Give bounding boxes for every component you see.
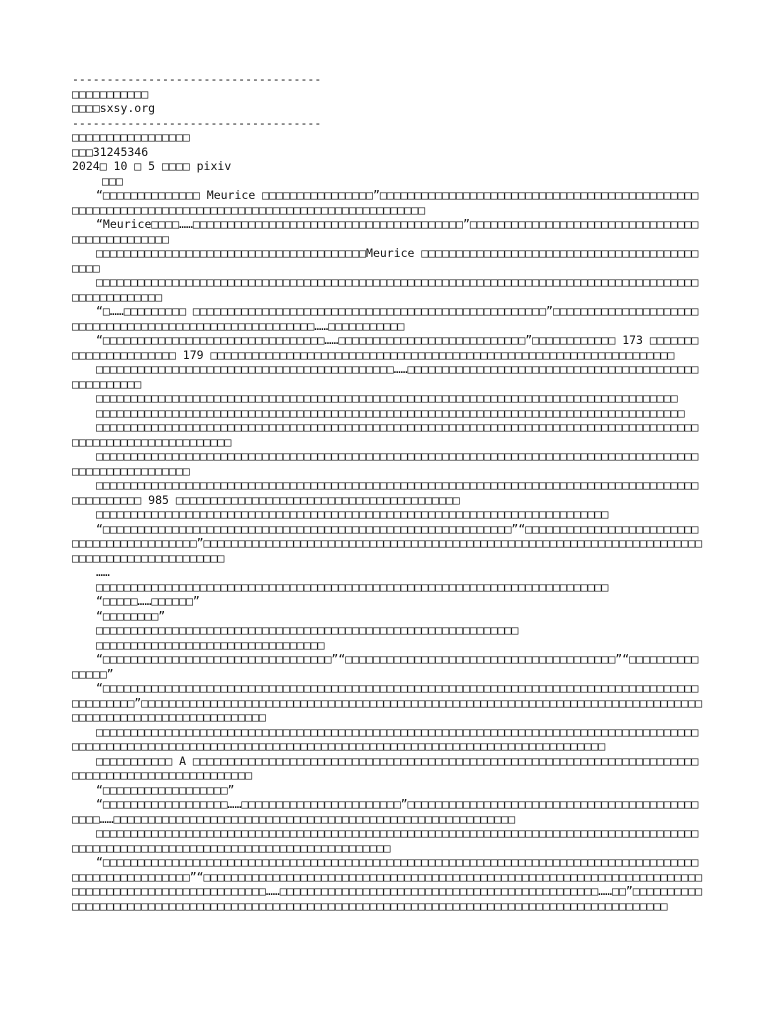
- paragraph: “□……□□□□□□□□□ □□□□□□□□□□□□□□□□□□□□□□□□□□□□□□□□□□□□□□□□□□□□□□□□□□□”□□□□□□□□□□□□□□□□□□□□□□□□□□□□□□□□□□□□□□□□□□□□□□□□□□□□□□□□……□□□□□□□□□□□: [72, 304, 699, 333]
- paragraph: “□□□□□□□□□□□□□□□□□□□□□□□□□□□□□□□□……□□□□□□□□□□□□□□□□□□□□□□□□□□□”□□□□□□□□□□□□ 173 □□□□□□□□□□□□□□□□□□□□□□ 179 □□□□□□□□□□□□□□□□□□□□□□□□□□□□□□□□□□□□□□□□□□□□□□□□□□□□□□□□□□□□□□□□□□□: [72, 333, 699, 362]
- document-page: [72, 72, 704, 913]
- paragraph: □□□□□□□□□□□□□□□□□□□□□□□□□□□□□□□□□□□□□□□□□□□□□□□□□□□□□□□□□□□□□□□□□□□□□□□□□□□□□□□□□□□□□: [96, 405, 685, 420]
- paragraph: □□□□□□□□□□□□□□□□□□□□□□□□□□□□□□□□□□□□□□□□□□□□□□□□□□□□□□□□□□□□□□□□□□□□□□□□□□□□□□□□□□□□□□□□□□□□□□□□□□□□: [72, 275, 699, 304]
- header-rule-top: ------------------------------------: [72, 72, 322, 86]
- paragraph: □□□□□□□□□□□□□□□□□□□□□□□□□□□□□□□□□□□□□□□□□□□□□□□□□□□□□□□□□□□□□□□□□□□□□□□□□□: [96, 507, 609, 521]
- header-id: □□□31245346: [72, 144, 149, 159]
- paragraph: □□□□□□□□□□□□□□□□□□□□□□□□□□□□□□□□□□□□□□□□□□□……□□□□□□□□□□□□□□□□□□□□□□□□□□□□□□□□□□□□□□□□□□□□□□□□□□□□: [72, 362, 699, 391]
- paragraph: □□□□□□□□□□□□□□□□□□□□□□□□□□□□□□□□□□□□□□□□□□□□□□□□□□□□□□□□□□□□□□□□□□□□□□□□□□□□□□□□□□□□□□□□□□□□□□□□□□□□□□□□□□□□□□□□□□□□□□□□□□□□□□□□□□□□□□□□□□□□□□□□□□□□□□□□□□□□□□□□□□□□: [72, 724, 699, 753]
- paragraph: □□□□□□□□□□□ A □□□□□□□□□□□□□□□□□□□□□□□□□□□□□□□□□□□□□□□□□□□□□□□□□□□□□□□□□□□□□□□□□□□□□□□□□□□□□□□□□□□□□□□□□□□□□□□□□□□: [72, 753, 699, 782]
- paragraph: □□□□□□□□□□□□□□□□□□□□□□□□□□□□□□□□□□□□□□□□□□□□□□□□□□□□□□□□□□□□□□□□□□□□□□□□□□□□□□□□□□□□□□□□□□□□□□□□□□□□□□□□□□□□□□□□□□□□□□□□□□□□□□□□□□□□□: [72, 826, 699, 855]
- paragraph: □□□□□□□□□□□□□□□□□□□□□□□□□□□□□□□□□□□□□□□□□□□□□□□□□□□□□□□□□□□□□: [96, 623, 519, 637]
- paragraph: “□□□□□□□□□□□□□□□□□□……□□□□□□□□□□□□□□□□□□□□□□□”□□□□□□□□□□□□□□□□□□□□□□□□□□□□□□□□□□□□□□□□□□□□□□……□□□□□□□□□□□□□□□□□□□□□□□□□□□□□□□□□□□□□□□□□□□□□□□□□□□□□□□□□□: [72, 797, 699, 826]
- paragraph: ……: [96, 565, 110, 579]
- header-line-2: □□□□□□□□□□□□□□□□□: [72, 130, 190, 144]
- paragraph: “□□□□□□□□□□□□□□□□□□□□□□□□□□□□□□□□□□□□□□□□□□□□□□□□□□□□□□□□□□□”“□□□□□□□□□□□□□□□□□□□□□□□□□□□□□□□□□□□□□□□□□□□”□□□□□□□□□□□□□□□□□□□□□□□□□□□□□□□□□□□□□□□□□□□□□□□□□□□□□□□□□□□□□□□□□□□□□□□□□□□□□□□□□□□□□□□□□□□□□□: [72, 521, 703, 565]
- paragraph: □□□□□□□□□□□□□□□□□□□□□□□□□□□□□□□□□□□□□□□□□□□□□□□□□□□□□□□□□□□□□□□□□□□□□□□□□□□□□□□□□□□□□□□□□□□□□□□□□□□□□□□□: [72, 449, 699, 478]
- header-date: 2024□ 10 □ 5 □□□□ pixiv: [72, 159, 232, 173]
- paragraph: “□□□□□……□□□□□□”: [96, 594, 200, 608]
- paragraph: “□□□□□□□□□□□□□□ Meurice □□□□□□□□□□□□□□□□”□□□□□□□□□□□□□□□□□□□□□□□□□□□□□□□□□□□□□□□□□□□□□□□□□□□□□□□□□□□□□□□□□□□□□□□□□□□□□□□□□□□□□□□□□□□□□□□□□: [72, 188, 699, 217]
- paragraph: □□□□□□□□□□□□□□□□□□□□□□□□□□□□□□□□□□□□□□□Meurice □□□□□□□□□□□□□□□□□□□□□□□□□□□□□□□□□□□□□□□□□□□□: [72, 246, 699, 275]
- header-line-1: □□□□□□□□□□□: [72, 86, 149, 101]
- paragraph: □□□□□□□□□□□□□□□□□□□□□□□□□□□□□□□□□□□□□□□□□□□□□□□□□□□□□□□□□□□□□□□□□□□□□□□□□□□□□□□□□□□□□□□□□□□□□□□□□□□□□□□□□□□□□□: [72, 420, 699, 449]
- paragraph: □□□□□□□□□□□□□□□□□□□□□□□□□□□□□□□□□□□□□□□□□□□□□□□□□□□□□□□□□□□□□□□□□□□□□□□□□□□□□□□□□□□□: [96, 391, 678, 405]
- paragraph: “□□□□□□□□□□□□□□□□□□□□□□□□□□□□□□□□□□□□□□□□□□□□□□□□□□□□□□□□□□□□□□□□□□□□□□□□□□□□□□□□□□□□□□□□□□□□□□□”□□□□□□□□□□□□□□□□□□□□□□□□□□□□□□□□□□□□□□□□□□□□□□□□□□□□□□□□□□□□□□□□□□□□□□□□□□□□□□□□□□□□□□□□□□□□□□□□□□□□□□□□□□□□□: [72, 681, 703, 724]
- header-site: □□□□sxsy.org: [72, 101, 156, 115]
- chapter-title: □□□: [102, 173, 123, 188]
- paragraph: □□□□□□□□□□□□□□□□□□□□□□□□□□□□□□□□□: [96, 637, 325, 652]
- paragraph: □□□□□□□□□□□□□□□□□□□□□□□□□□□□□□□□□□□□□□□□□□□□□□□□□□□□□□□□□□□□□□□□□□□□□□□□□□□□□□□□□□□□□□□□□□□□□□□□□ 985 □□□□□□□□□□□□□□□□□□□□□□□□□□□□□□□□□□□□□□□□□: [72, 478, 699, 507]
- paragraph: “□□□□□□□□□□□□□□□□□□□□□□□□□□□□□□□□□□□□□□□□□□□□□□□□□□□□□□□□□□□□□□□□□□□□□□□□□□□□□□□□□□□□□□□□□□□□□□□□□□□□□□□”“□□□□□□□□□□□□□□□□□□□□□□□□□□□□□□□□□□□□□□□□□□□□□□□□□□□□□□□□□□□□□□□□□□□□□□□□□□□□□□□□□□□□□□□□□□□□□□□□□□□□……□□□□□□□□□□□□□□□□□□□□□□□□□□□□□□□□□□□□□□□□□□□□□□……□□”□□□□□□□□□□□□□□□□□□□□□□□□□□□□□□□□□□□□□□□□□□□□□□□□□□□□□□□□□□□□□□□□□□□□□□□□□□□□□□□□□□□□□□□□□□□□□□□□: [72, 855, 703, 913]
- paragraph: “□□□□□□□□□□□□□□□□□□”: [96, 782, 235, 797]
- header-rule-bottom: ------------------------------------: [72, 115, 322, 130]
- paragraph: “□□□□□□□□□□□□□□□□□□□□□□□□□□□□□□□□□”“□□□□□□□□□□□□□□□□□□□□□□□□□□□□□□□□□□□□□□□”“□□□□□□□□□□□□□□□”: [72, 652, 699, 681]
- paragraph: “□□□□□□□□”: [96, 608, 166, 623]
- paragraph: “Meurice□□□□……□□□□□□□□□□□□□□□□□□□□□□□□□□□□□□□□□□□□□□□”□□□□□□□□□□□□□□□□□□□□□□□□□□□□□□□□□□□□□□□□□□□□□□□: [72, 217, 699, 246]
- paragraph: □□□□□□□□□□□□□□□□□□□□□□□□□□□□□□□□□□□□□□□□□□□□□□□□□□□□□□□□□□□□□□□□□□□□□□□□□□: [96, 579, 609, 594]
